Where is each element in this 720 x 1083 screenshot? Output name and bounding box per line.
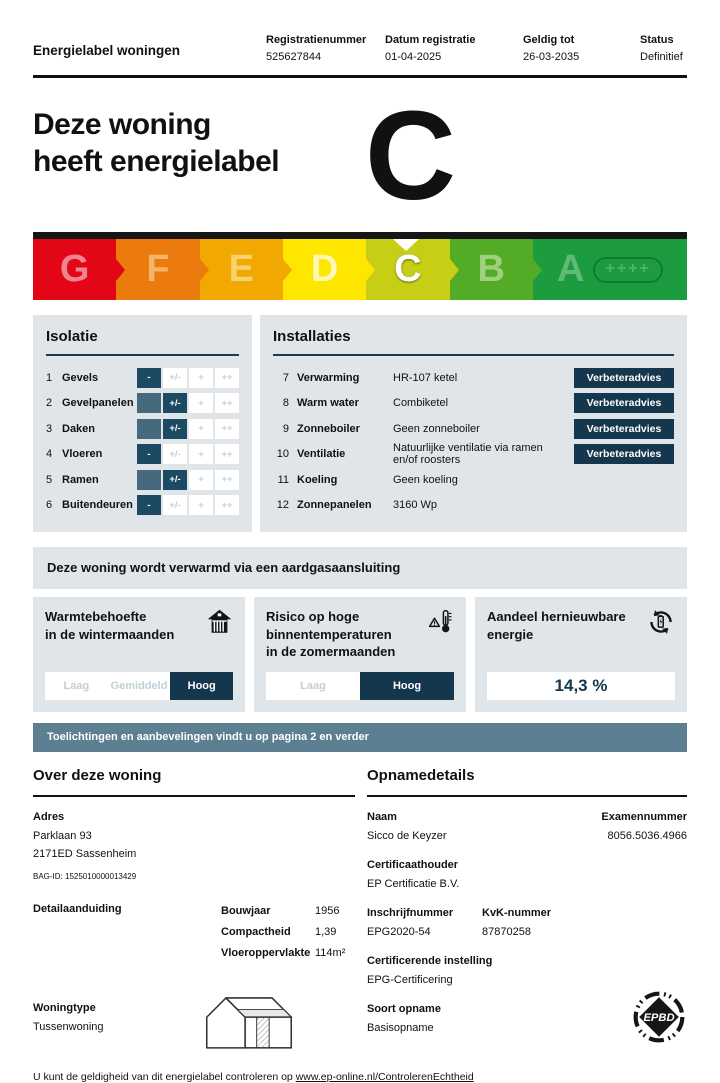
toelichtingen-banner: Toelichtingen en aanbevelingen vindt u op pagina 2 en verder [33, 723, 687, 752]
ep-online-link[interactable]: www.ep-online.nl/ControlerenEchtheid [295, 1071, 474, 1083]
fact-compactheid: Compactheid 1,39 [221, 926, 337, 938]
a-plus-badge: ++++ [593, 257, 662, 283]
thermometer-warning-icon [428, 608, 454, 661]
rating-cells: +/- + ++ [137, 470, 239, 490]
opnamedetails-title: Opnamedetails [367, 767, 687, 797]
scale-segment-c-selected: C [366, 239, 449, 300]
header-field-datum-registratie: Datum registratie 01-04-2025 [385, 34, 476, 63]
naam-block: Naam Sicco de Keyzer [367, 811, 447, 842]
isolatie-row-daken: 3 Daken +/- + ++ [46, 416, 239, 442]
header-field-registratienummer: Registratienummer 525627844 [266, 34, 367, 63]
label-pointer-icon [393, 239, 419, 251]
adres-street: Parklaan 93 [33, 830, 92, 842]
rating-cells: - +/- + ++ [137, 368, 239, 388]
warmtebehoefte-rating: Laag Gemiddeld Hoog [45, 672, 233, 700]
rating-cells: - +/- + ++ [137, 444, 239, 464]
scale-segment-e: E [200, 239, 283, 300]
hernieuwbare-title: Aandeel hernieuwbare energie [487, 609, 626, 642]
rating-cells: +/- + ++ [137, 393, 239, 413]
scale-segment-f: F [116, 239, 199, 300]
fact-vloeroppervlakte: Vloeroppervlakte 114m² [221, 947, 346, 959]
renewable-energy-icon [647, 608, 675, 643]
verbeteradvies-button[interactable]: Verbeteradvies [574, 393, 674, 413]
isolatie-row-gevelpanelen: 2 Gevelpanelen +/- + ++ [46, 391, 239, 417]
bag-id: BAG-ID: 1525010000013429 [33, 872, 137, 881]
installaties-row-zonnepanelen: 12 Zonnepanelen 3160 Wp [276, 499, 438, 512]
energy-label-letter: C [365, 85, 456, 226]
risico-title: Risico op hoge binnentemperaturen in de zomermaanden [266, 609, 396, 659]
energy-scale [33, 232, 687, 300]
woning-facts [221, 901, 355, 964]
scale-segment-d: D [283, 239, 366, 300]
document-title: Energielabel woningen [33, 43, 181, 58]
fact-bouwjaar: Bouwjaar 1956 [221, 905, 340, 917]
woningtype-value: Tussenwoning [33, 1021, 104, 1033]
soort-opname-block: Soort opname Basisopname [367, 1003, 441, 1034]
scale-segment-a: A ++++ [533, 239, 687, 300]
woningtype-label: Woningtype [33, 1002, 96, 1014]
svg-text:EPBD: EPBD [643, 1012, 675, 1025]
isolatie-panel [33, 315, 252, 532]
header-field-status: Status Definitief [640, 34, 683, 63]
installaties-row-ventilatie: 10 Ventilatie Natuurlijke ventilatie via ramen en/of roosters Verbeteradvies [273, 442, 674, 468]
woningtype-block [33, 988, 201, 1036]
scale-top-bar [33, 232, 687, 239]
gas-connection-banner: Deze woning wordt verwarmd via een aardgasaansluiting [33, 547, 687, 589]
adres-label: Adres [33, 811, 65, 823]
isolatie-row-gevels: 1 Gevels - +/- + ++ [46, 365, 239, 391]
warmtebehoefte-title: Warmtebehoefte in de wintermaanden [45, 609, 175, 642]
isolatie-row-ramen: 5 Ramen +/- + ++ [46, 467, 239, 493]
over-deze-woning-title: Over deze woning [33, 767, 355, 797]
hero [33, 85, 687, 226]
verbeteradvies-button[interactable]: Verbeteradvies [574, 444, 674, 464]
installaties-row-koeling: 11 Koeling Geen koeling [277, 473, 458, 486]
tussenwoning-house-icon [201, 988, 297, 1057]
isolatie-row-vloeren: 4 Vloeren - +/- + ++ [46, 442, 239, 468]
warmtebehoefte-panel [33, 597, 245, 712]
rating-cells: +/- + ++ [137, 419, 239, 439]
document-header [33, 34, 687, 78]
scale-segment-g: G [33, 239, 116, 300]
isolatie-row-buitendeuren: 6 Buitendeuren - +/- + ++ [46, 493, 239, 519]
certificerende-instelling-block: Certificerende instelling EPG-Certificering [367, 955, 493, 986]
opnamedetails-section [367, 767, 687, 1057]
verbeteradvies-button[interactable]: Verbeteradvies [574, 419, 674, 439]
detailaanduiding-label: Detailaanduiding [33, 903, 122, 915]
hero-title: Deze woning heeft energielabel [33, 108, 280, 178]
scale-segments [33, 239, 687, 300]
installaties-row-verwarming: 7 Verwarming HR-107 ketel Verbeteradvies [273, 365, 674, 391]
installaties-row-zonneboiler: 9 Zonneboiler Geen zonneboiler Verbeteradvies [273, 416, 674, 442]
house-radiator-icon [206, 608, 233, 643]
installaties-panel [260, 315, 687, 532]
hernieuwbare-energie-panel [475, 597, 687, 712]
risico-rating: Laag Hoog [266, 672, 454, 700]
inschrijfnummer-block: Inschrijfnummer EPG2020-54 [367, 907, 454, 938]
examennummer-block: Examennummer 8056.5036.4966 [601, 811, 687, 842]
over-deze-woning-section [33, 767, 355, 1057]
risico-binnentemperatuur-panel [254, 597, 466, 712]
isolatie-title: Isolatie [46, 328, 239, 356]
adres-city: 2171ED Sassenheim [33, 848, 137, 860]
validity-footer: U kunt de geldigheid van dit energielabel controleren op www.ep-online.nl/ControlerenEchtheid [33, 1071, 474, 1083]
verbeteradvies-button[interactable]: Verbeteradvies [574, 368, 674, 388]
installaties-title: Installaties [273, 328, 674, 356]
installaties-row-warm-water: 8 Warm water Combiketel Verbeteradvies [273, 391, 674, 417]
header-field-geldig-tot: Geldig tot 26-03-2035 [523, 34, 580, 63]
certificaathouder-block: Certificaathouder EP Certificatie B.V. [367, 859, 460, 890]
kvk-block: KvK-nummer 87870258 [482, 907, 552, 938]
scale-segment-b: B [450, 239, 533, 300]
hernieuwbare-energie-value: 14,3 % [487, 672, 675, 700]
rating-cells: - +/- + ++ [137, 495, 239, 515]
epbd-seal-icon [631, 989, 687, 1050]
